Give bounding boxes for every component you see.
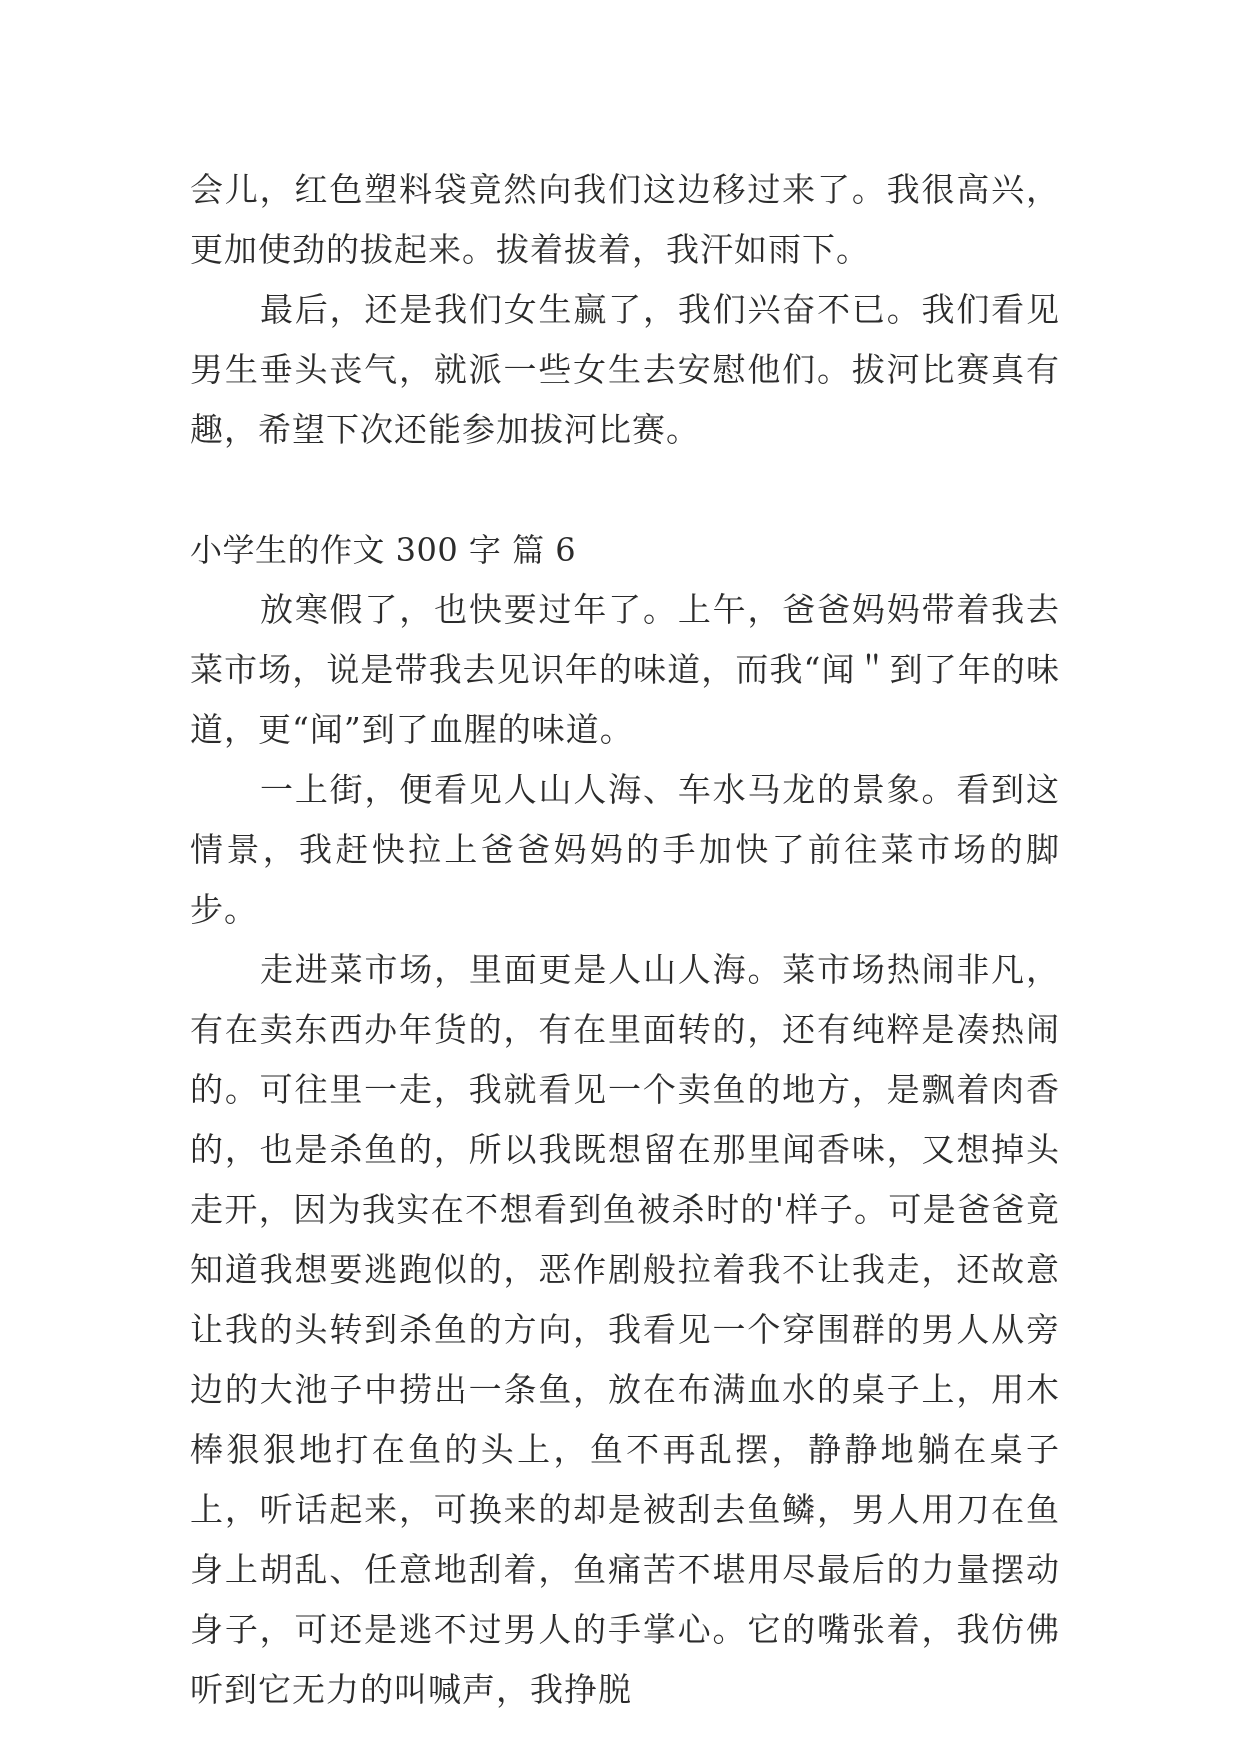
paragraph-continued: 会儿，红色塑料袋竟然向我们这边移过来了。我很高兴，更加使劲的拔起来。拔着拔着，我汗如雨下。	[190, 170, 1060, 269]
section-heading: 小学生的作文 300 字 篇 6	[190, 531, 577, 569]
paragraph-street: 一上街，便看见人山人海、车水马龙的景象。看到这情景，我赶快拉上爸爸妈妈的手加快了前往菜市场的脚步。	[190, 770, 1060, 929]
document-body	[190, 160, 1060, 1720]
paragraph-conclusion: 最后，还是我们女生赢了，我们兴奋不已。我们看见男生垂头丧气，就派一些女生去安慰他们。拔河比赛真有趣，希望下次还能参加拔河比赛。	[190, 290, 1060, 449]
paragraph-market: 走进菜市场，里面更是人山人海。菜市场热闹非凡，有在卖东西办年货的，有在里面转的，还有纯粹是凑热闹的。可往里一走，我就看见一个卖鱼的地方，是飘着肉香的，也是杀鱼的，所以我既想留在那里闻香味，又想掉头走开，因为我实在不想看到鱼被杀时的'样子。可是爸爸竟知道我想要逃跑似的，恶作剧般拉着我不让我走，还故意让我的头转到杀鱼的方向，我看见一个穿围群的男人从旁边的大池子中捞出一条鱼，放在布满血水的桌子上，用木棒狠狠地打在鱼的头上，鱼不再乱摆，静静地躺在桌子上，听话起来，可换来的却是被刮去鱼鳞，男人用刀在鱼身上胡乱、任意地刮着，鱼痛苦不堪用尽最后的力量摆动身子，可还是逃不过男人的手掌心。它的嘴张着，我仿佛听到它无力的叫喊声，我挣脱	[190, 950, 1060, 1709]
paragraph-intro: 放寒假了，也快要过年了。上午，爸爸妈妈带着我去菜市场，说是带我去见识年的味道，而我“闻＂到了年的味道，更“闻”到了血腥的味道。	[190, 590, 1060, 749]
